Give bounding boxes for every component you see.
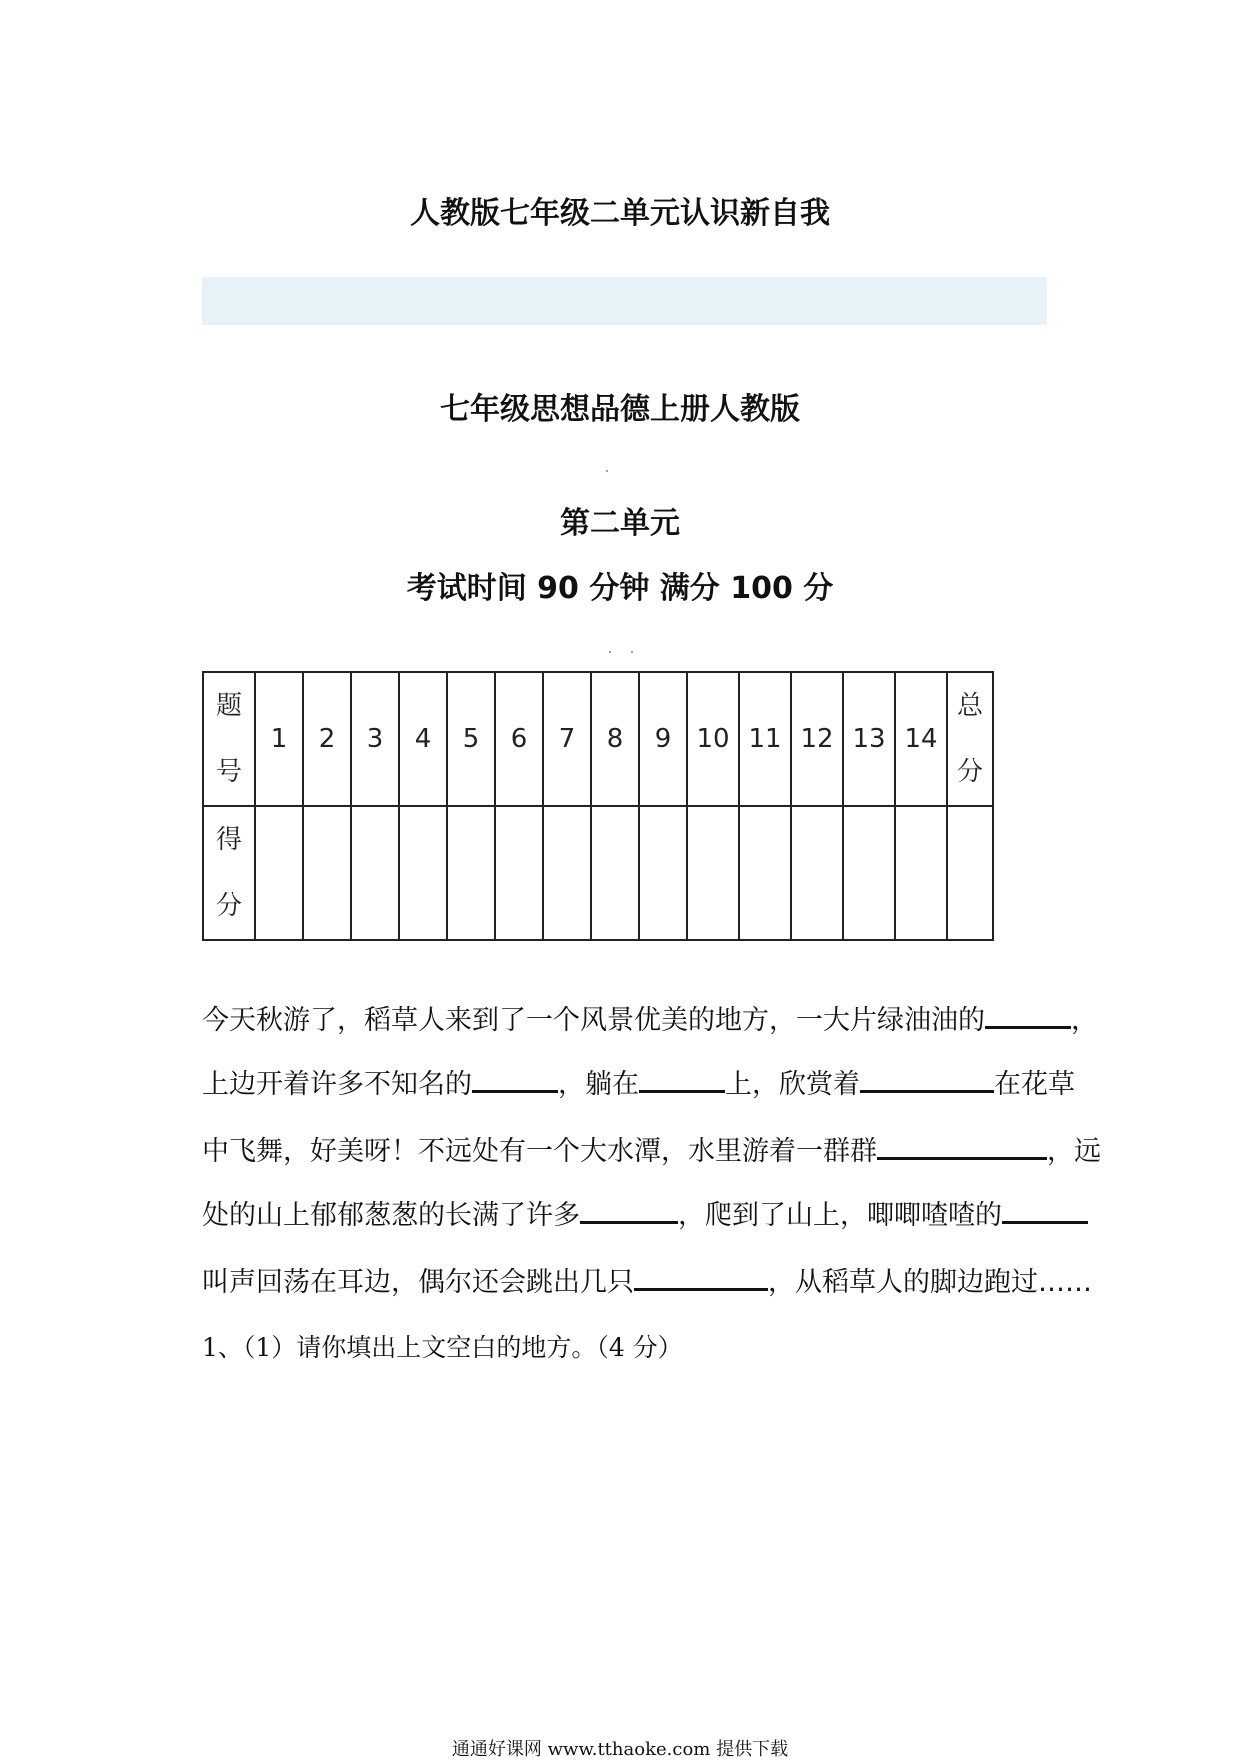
fill-blank[interactable] — [472, 1064, 558, 1093]
fill-blank[interactable] — [985, 1000, 1071, 1029]
total-score-header: 总 分 — [947, 672, 993, 806]
score-cell[interactable] — [351, 806, 399, 940]
score-cell[interactable] — [843, 806, 895, 940]
question-number-cell: 14 — [895, 672, 947, 806]
question-number-cell: 11 — [739, 672, 791, 806]
question-number-cell: 3 — [351, 672, 399, 806]
question-number-row — [203, 672, 993, 806]
fill-blank[interactable] — [580, 1195, 678, 1224]
score-cell[interactable] — [495, 806, 543, 940]
stray-dot — [631, 651, 633, 653]
footer-credit: 通通好课网 www.tthaoke.com 提供下载 — [451, 1739, 789, 1760]
score-cell[interactable] — [639, 806, 687, 940]
question-number-cell: 2 — [303, 672, 351, 806]
score-cell[interactable] — [591, 806, 639, 940]
score-cell[interactable] — [687, 806, 739, 940]
score-table — [202, 671, 994, 941]
question-number-cell: 9 — [639, 672, 687, 806]
score-cell[interactable] — [543, 806, 591, 940]
question-number-header: 题 号 — [203, 672, 255, 806]
score-row — [203, 806, 993, 940]
score-cell[interactable] — [399, 806, 447, 940]
score-cell[interactable] — [255, 806, 303, 940]
fill-blank[interactable] — [1002, 1195, 1088, 1224]
fill-blank[interactable] — [860, 1064, 994, 1093]
document-title: 人教版七年级二单元认识新自我 — [410, 196, 830, 231]
question-number-cell: 4 — [399, 672, 447, 806]
fill-blank[interactable] — [639, 1064, 725, 1093]
question-number-cell: 10 — [687, 672, 739, 806]
question-number-cell: 1 — [255, 672, 303, 806]
passage-line: 今天秋游了，稻草人来到了一个风景优美的地方，一大片绿油油的 ， — [202, 1000, 1048, 1041]
question-number-cell: 12 — [791, 672, 843, 806]
question-number-cell: 5 — [447, 672, 495, 806]
question-number-cell: 6 — [495, 672, 543, 806]
question-number-cell: 8 — [591, 672, 639, 806]
exam-info: 考试时间 90 分钟 满分 100 分 — [406, 571, 834, 606]
fill-blank[interactable] — [877, 1131, 1047, 1160]
subject-title: 七年级思想品德上册人教版 — [440, 392, 800, 427]
fill-blank[interactable] — [634, 1262, 768, 1291]
score-row-header: 得 分 — [203, 806, 255, 940]
stray-dot — [606, 470, 608, 472]
passage-line: 上边开着许多不知名的 ，躺在 上，欣赏着 在花草 — [202, 1064, 1048, 1105]
passage-line: 处的山上郁郁葱葱的长满了许多 ，爬到了山上，唧唧喳喳的 — [202, 1195, 1048, 1236]
passage-line: 叫声回荡在耳边，偶尔还会跳出几只 ，从稻草人的脚边跑过…… — [202, 1262, 1048, 1303]
score-cell[interactable] — [895, 806, 947, 940]
question-number-cell: 7 — [543, 672, 591, 806]
stray-dot — [609, 651, 611, 653]
unit-title: 第二单元 — [560, 506, 680, 541]
score-cell[interactable] — [791, 806, 843, 940]
header-banner — [202, 277, 1047, 325]
score-cell[interactable] — [739, 806, 791, 940]
total-score-cell[interactable] — [947, 806, 993, 940]
question-number-cell: 13 — [843, 672, 895, 806]
score-cell[interactable] — [303, 806, 351, 940]
score-cell[interactable] — [447, 806, 495, 940]
question-1: 1、（1）请你填出上文空白的地方。（4 分） — [202, 1333, 683, 1362]
passage-line: 中飞舞，好美呀！不远处有一个大水潭，水里游着一群群 ，远 — [202, 1131, 1048, 1172]
